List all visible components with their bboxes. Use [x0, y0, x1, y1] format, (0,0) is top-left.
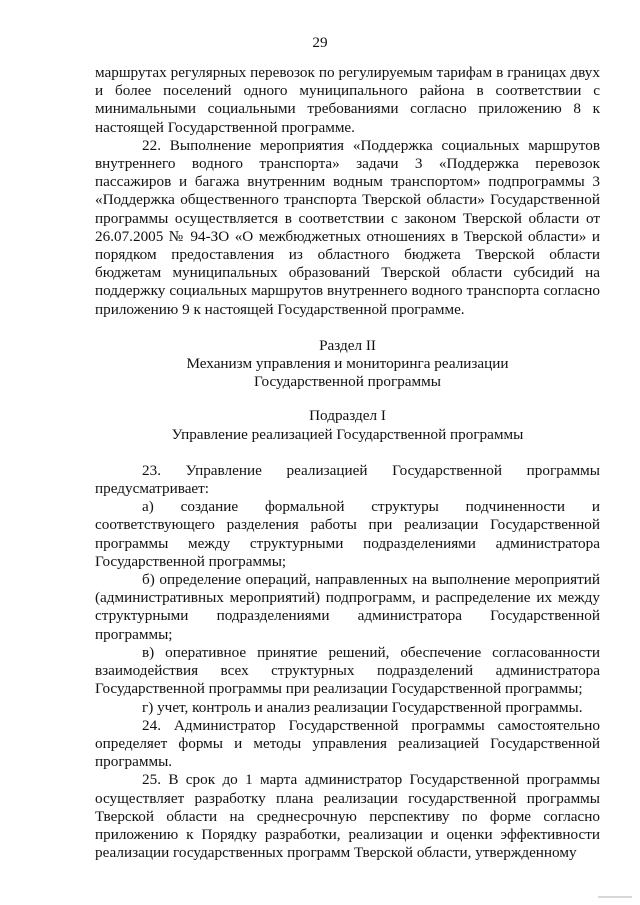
paragraph-continuation: маршрутах регулярных перевозок по регулируемым тарифам в границах двух и более поселений одного муниципального района в соответствии с минимальными социальными требованиями согласно приложению 8 к настоящей Государственной программе.	[95, 64, 600, 136]
subsection-number: Подраздел I	[309, 407, 386, 425]
scan-artifact-line	[598, 896, 632, 898]
paragraph-22: 22. Выполнение мероприятия «Поддержка социальных маршрутов внутреннего водного транспорта» задачи 3 «Поддержка перевозок пассажиров и багажа внутренним водным транспортом» подпрограммы 3 «Поддержка общественного транспорта Тверской области» Государственной программы осуществляется в соответствии с законом Тверской области от 26.07.2005 № 94-ЗО «О межбюджетных отношениях в Тверской области» и порядком предоставления из областного бюджета Тверской области бюджетам муниципальных образований Тверской области субсидий на поддержку социальных маршрутов внутреннего водного транспорта согласно приложению 9 к настоящей Государственной программе.	[95, 136, 600, 318]
section-number: Раздел II	[319, 336, 376, 354]
list-item-a: а) создание формальной структуры подчиненности и соответствующего разделения работы при реализации Государственной программы между структурными подразделениями администратора Государственной программы;	[95, 498, 600, 570]
list-item-v: в) оперативное принятие решений, обеспечение согласованности взаимодействия всех структурных подразделений администратора Государственной программы при реализации Государственной программы;	[95, 643, 600, 698]
subsection-title: Управление реализацией Государственной программы	[171, 425, 524, 443]
spacer	[95, 319, 600, 337]
paragraph-24: 24. Администратор Государственной программы самостоятельно определяет формы и методы управления реализацией Государственной программы.	[95, 716, 600, 771]
document-body	[95, 64, 600, 862]
list-item-b: б) определение операций, направленных на выполнение мероприятий (административных мероприятий) подпрограмм, и распределение их между структурными подразделениями администратора Государственной программы;	[95, 571, 600, 643]
paragraph-25: 25. В срок до 1 марта администратор Государственной программы осуществляет разработку плана реализации государственной программы Тверской области на среднесрочную перспективу по форме согласно приложению к Порядку разработки, реализации и оценки эффективности реализации государственных программ Тверской области, утвержденному	[95, 771, 600, 862]
section-title-line-1: Механизм управления и мониторинга реализации	[186, 355, 509, 373]
page-number: 29	[312, 34, 328, 51]
spacer	[95, 444, 600, 462]
spacer	[95, 391, 600, 407]
list-item-g: г) учет, контроль и анализ реализации Государственной программы.	[142, 698, 583, 716]
section-title-line-2: Государственной программы	[254, 373, 441, 391]
paragraph-23: 23. Управление реализацией Государственной программы предусматривает:	[95, 461, 600, 498]
